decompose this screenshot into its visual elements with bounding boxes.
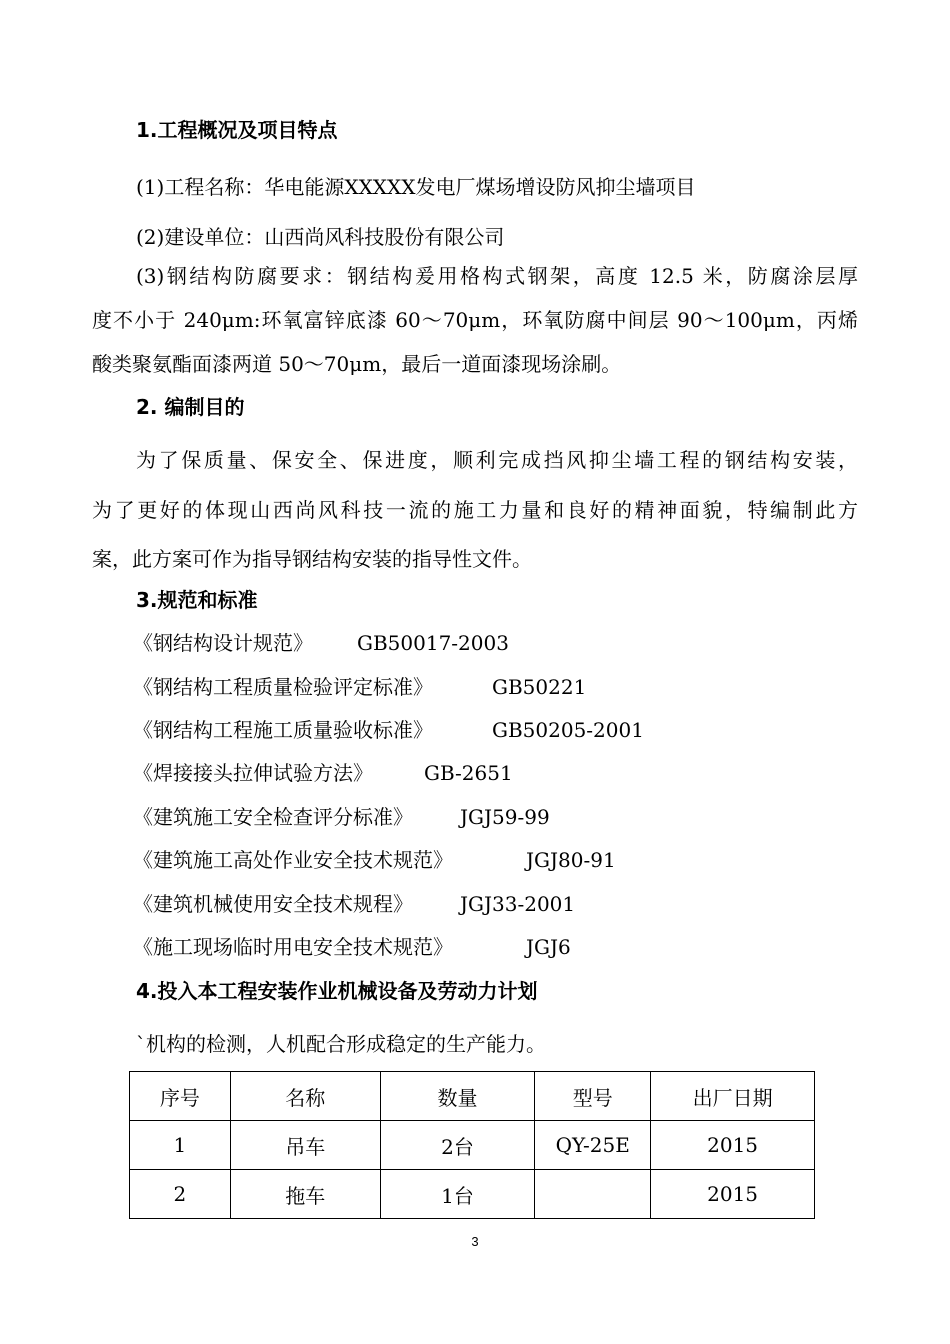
standard-code: GB50017-2003	[357, 631, 509, 655]
header-cell: 数量	[380, 1072, 535, 1121]
standard-name: 《钢结构设计规范》	[133, 631, 313, 655]
standard-name: 《建筑机械使用安全技术规程》	[133, 892, 413, 916]
standard-code: GB50205-2001	[492, 718, 644, 742]
standard-code: GB50221	[492, 675, 587, 699]
standard-code: JGJ59-99	[460, 805, 550, 829]
purpose-line-3: 案，此方案可作为指导钢结构安装的指导性文件。	[92, 547, 532, 571]
header-cell: 序号	[130, 1072, 231, 1121]
table-header-row	[130, 1072, 815, 1121]
purpose-line-2: 为了更好的体现山西尚风科技一流的施工力量和良好的精神面貌，特编制此方	[92, 498, 858, 522]
anticorrosion-line-2: 度不小于 240μm:环氧富锌底漆 60～70μm，环氧防腐中间层 90～100μm，丙烯	[92, 308, 858, 332]
section-4-heading: 4.投入本工程安装作业机械设备及劳动力计划	[136, 979, 538, 1003]
header-cell: 名称	[230, 1072, 380, 1121]
standard-name: 《钢结构工程质量检验评定标准》	[133, 675, 433, 699]
section-4-intro: `机构的检测，人机配合形成稳定的生产能力。	[136, 1032, 546, 1056]
table-cell: 拖车	[230, 1170, 380, 1219]
equipment-table	[129, 1071, 815, 1219]
table-cell: 2台	[380, 1121, 535, 1170]
standard-code: JGJ6	[526, 935, 571, 959]
header-cell: 型号	[535, 1072, 651, 1121]
section-3-heading: 3.规范和标准	[136, 588, 258, 612]
table-cell: 吊车	[230, 1121, 380, 1170]
construction-unit: (2)建设单位：山西尚风科技股份有限公司	[136, 225, 505, 249]
table-cell: QY-25E	[535, 1121, 651, 1170]
standard-name: 《焊接接头拉伸试验方法》	[133, 761, 373, 785]
page-number: 3	[471, 1234, 479, 1249]
table-cell: 2015	[651, 1121, 815, 1170]
section-1-heading: 1.工程概况及项目特点	[136, 118, 338, 142]
table-cell: 2	[130, 1170, 231, 1219]
header-cell: 出厂日期	[651, 1072, 815, 1121]
standard-code: JGJ80-91	[526, 848, 616, 872]
table-row	[130, 1170, 815, 1219]
table-cell: 1台	[380, 1170, 535, 1219]
project-name: (1)工程名称：华电能源XXXXX发电厂煤场增设防风抑尘墙项目	[136, 175, 696, 199]
standard-name: 《建筑施工高处作业安全技术规范》	[133, 848, 453, 872]
table-cell: 1	[130, 1121, 231, 1170]
table-row	[130, 1121, 815, 1170]
section-2-heading: 2. 编制目的	[136, 395, 245, 419]
standard-name: 《施工现场临时用电安全技术规范》	[133, 935, 453, 959]
standard-name: 《建筑施工安全检查评分标准》	[133, 805, 413, 829]
purpose-line-1: 为了保质量、保安全、保进度，顺利完成挡风抑尘墙工程的钢结构安装，	[136, 448, 858, 472]
table-cell	[535, 1170, 651, 1219]
anticorrosion-line-3: 酸类聚氨酯面漆两道 50～70μm，最后一道面漆现场涂刷。	[92, 352, 622, 376]
standard-code: GB-2651	[424, 761, 513, 785]
anticorrosion-line-1: (3)钢结构防腐要求：钢结构爰用格构式钢架，高度 12.5 米，防腐涂层厚	[136, 264, 858, 288]
standard-name: 《钢结构工程施工质量验收标准》	[133, 718, 433, 742]
table-cell: 2015	[651, 1170, 815, 1219]
standard-code: JGJ33-2001	[460, 892, 576, 916]
